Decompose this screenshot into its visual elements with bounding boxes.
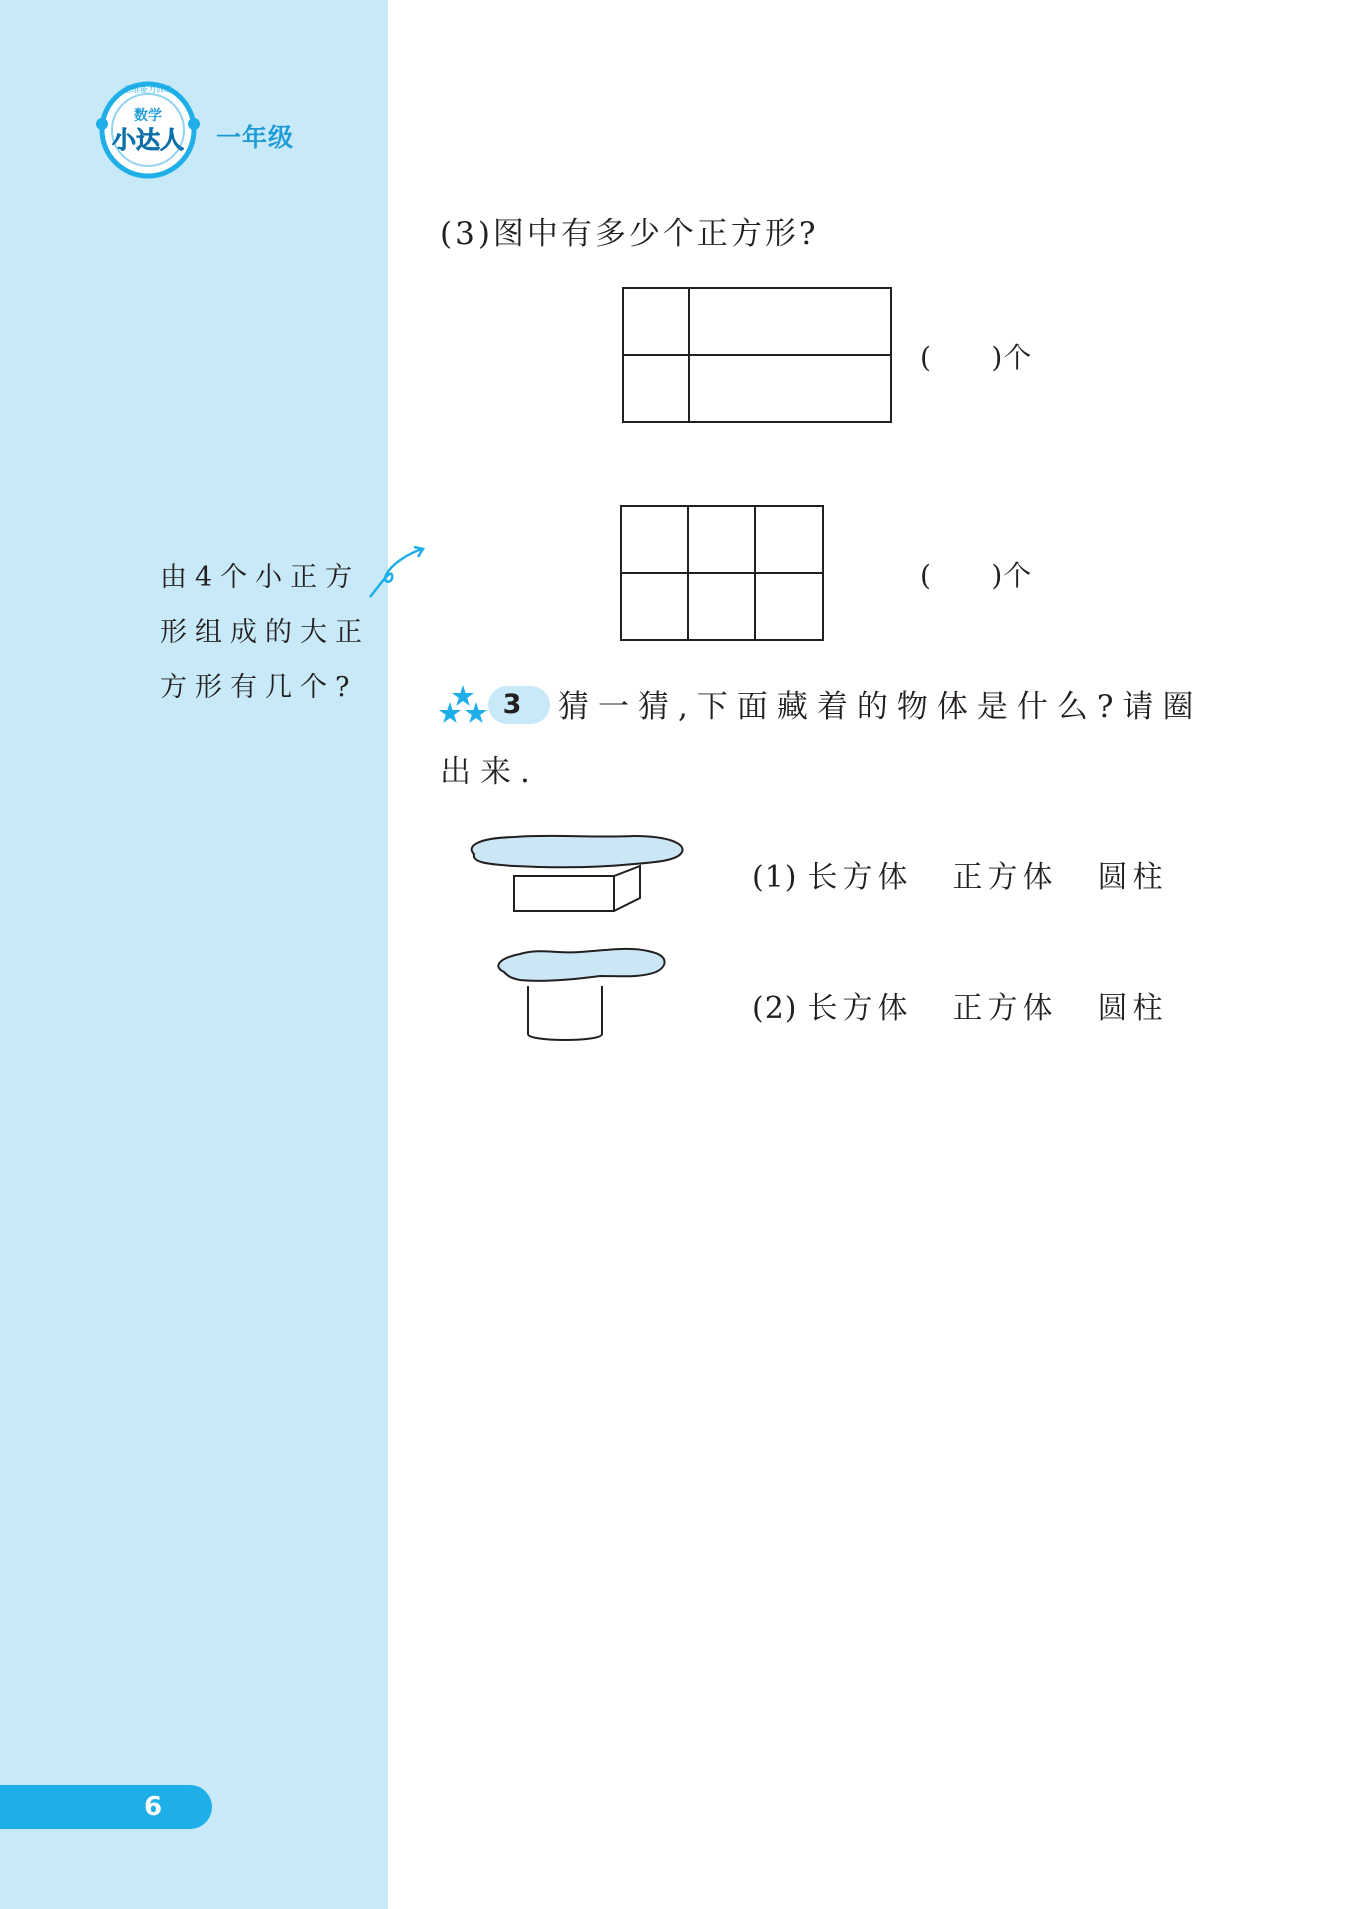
answer-blank-1[interactable]: ( )个 [920, 341, 1033, 374]
grid-figure-1 [621, 286, 893, 426]
hint-line: 方形有几个? [160, 672, 358, 703]
options-row-2 [752, 983, 1208, 1027]
hint-note [160, 550, 380, 715]
sidebar [0, 0, 388, 1909]
question-number: 3 [502, 689, 522, 720]
page-number-tab [0, 1785, 212, 1829]
question-number-badge [488, 686, 550, 724]
options-row-1 [752, 852, 1208, 896]
option-cuboid[interactable]: 长方体 [807, 991, 913, 1026]
hidden-cylinder-figure [490, 946, 674, 1046]
item-index: (2) [752, 991, 798, 1026]
question-text-line2: 出来. [440, 754, 539, 790]
logo-main-text: 小达人 [112, 126, 184, 154]
logo-top-text: 数学 [134, 108, 162, 124]
question-text: 猜一猜,下面藏着的物体是什么?请圈 [558, 689, 1203, 725]
option-cuboid[interactable]: 长方体 [807, 860, 913, 895]
option-cylinder[interactable]: 圆柱 [1097, 860, 1168, 895]
answer-blank-2[interactable]: ( )个 [920, 559, 1033, 592]
hint-arrow-icon [366, 545, 436, 605]
grade-label: 一年级 [216, 123, 295, 152]
option-cube[interactable]: 正方体 [952, 991, 1058, 1026]
page-number: 6 [143, 1792, 163, 1822]
grid-figure-2 [619, 504, 825, 644]
part3-title: (3)图中有多少个正方形? [440, 216, 819, 252]
item-index: (1) [752, 860, 798, 895]
logo [92, 80, 204, 180]
hint-line: 形组成的大正 [160, 617, 370, 648]
difficulty-stars-icon [438, 684, 488, 726]
hidden-cuboid-figure [464, 832, 690, 916]
option-cube[interactable]: 正方体 [952, 860, 1058, 895]
logo-ring-text: 思维能力训练 [124, 85, 172, 94]
hint-line: 由4个小正方 [160, 562, 361, 593]
option-cylinder[interactable]: 圆柱 [1097, 991, 1168, 1026]
